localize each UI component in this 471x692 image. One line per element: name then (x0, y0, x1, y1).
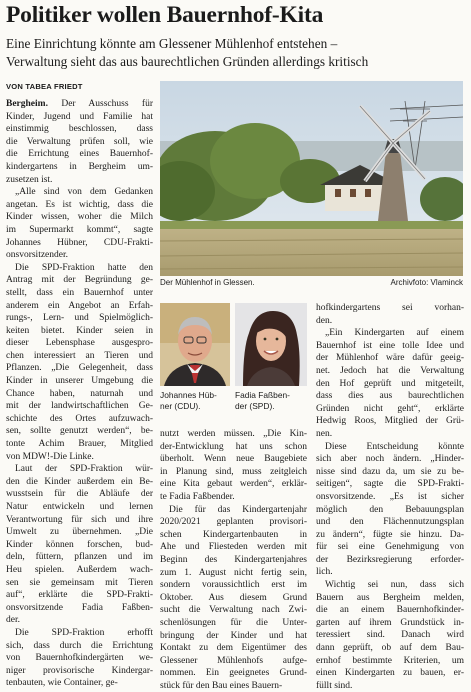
text-line: überholt. Wenn neue Baugebiete (160, 454, 307, 465)
text-line: 2020/2021 geplanten provisori- (160, 517, 307, 528)
caption-line: ner (CDU). (160, 401, 201, 411)
text-line: Diese Entscheidung könnte (325, 441, 464, 452)
article-column-1 (6, 98, 153, 690)
text-line: chen interessiert an Tieren und (6, 350, 153, 361)
text-line: nen. (316, 428, 333, 439)
text-line: zusetzen ist. (6, 174, 53, 185)
text-line: der Bezirksregierung erforder- (316, 554, 464, 565)
text-line: Pflanzen. „Die Gelegenheit, dass (6, 363, 153, 374)
subhead-line: Eine Einrichtung könnte am Glessener Mühlenhof entstehen – (6, 36, 338, 51)
text-line: „Alle sind von dem Gedanken (15, 187, 153, 198)
text-line: Beginn des Kindergartenjahres (160, 554, 307, 565)
portrait-johannes-huebner (160, 303, 230, 386)
text-line: Verantwortung für sich und ihre (6, 514, 153, 525)
text-line: dann geprüft, ob auf dem Bau- (316, 643, 464, 654)
text-line: tenbauten, wie Container, ge- (6, 678, 118, 689)
text-line: Ahe und Fliesteden werden mit (160, 542, 307, 553)
text-line: onsvorsitzende Fadia Faßben- (6, 602, 153, 613)
text-line: möglich den Bebauungsplan (316, 504, 464, 515)
photo-credit: Archivfoto: Vlaminck (390, 278, 463, 287)
photo-caption-row (160, 278, 463, 287)
text-line: sich, dass durch die Errichtung (6, 640, 153, 651)
text-line: im Supermarkt kommt“, sagte (6, 224, 153, 235)
text-span: Der Ausschuss für (47, 99, 153, 109)
text-line: Bauern aus Bergheim melden, (316, 592, 464, 603)
text-line: anderem ein Angebot an Erfah- (6, 300, 153, 311)
text-line: zu ändern“, fügte sie hinzu. Da- (316, 529, 464, 540)
portrait-fadia-fassbender (235, 303, 307, 386)
text-line: schen Kindergartenbauten in (160, 529, 307, 540)
caption-line: Johannes Hüb- (160, 390, 217, 400)
text-line: Bauernhof ist eine tolle Idee und (316, 340, 464, 351)
text-line: der. (6, 615, 20, 626)
text-line: dass dies aus baurechtlichen (316, 391, 464, 402)
text-line: auf“, erklärte die SPD-Frakti- (6, 590, 153, 601)
text-line: den die Kinder außerdem ein Be- (6, 476, 153, 487)
text-line: Heu spielen. Außerdem wach- (6, 564, 153, 575)
text-line: Wichtig sei nun, dass sich (325, 580, 464, 591)
text-line: Kinder wissen, woher die Milch (6, 212, 153, 223)
text-line: einen Kindergarten zu bauen, er- (316, 668, 464, 679)
dateline-place: Bergheim. (6, 99, 48, 109)
text-line: die an einem Bauernhofkinder- (316, 605, 464, 616)
text-line: Hedwig Roos, Mitglied der Grü- (316, 416, 464, 427)
text-line: mit der landwirtschaftlichen Ge- (6, 401, 153, 412)
text-line: Umwelt zu übernehmen. „Die (6, 527, 153, 538)
text-line: nutzt werden müssen. „Die Kin- (160, 429, 307, 439)
text-line: Antrag mit der Begründung ge- (6, 275, 153, 286)
text-line: hofkindergartens sei vorhan- (316, 303, 464, 313)
windmill-photo (160, 81, 463, 276)
text-line: deln, füttern, pflanzen und im (6, 552, 153, 563)
subhead-line: Verwaltung sieht das aus baurechtlichen Gründen allerdings kritisch (6, 53, 369, 69)
text-line: dieser Lebensphase ausgespro- (6, 338, 153, 349)
text-line: Gründen nicht geht“, erklärte (316, 403, 464, 414)
author-byline: VON TABEA FRIEDT (6, 82, 83, 91)
text-line: sen sie gemeinsam mit Tieren (6, 577, 153, 588)
text-line: Die SPD-Fraktion hatte den (15, 262, 153, 273)
text-line: den Hof geprüft und mitgeteilt, (316, 378, 464, 389)
text-line: Laut der SPD-Fraktion wür- (15, 464, 153, 475)
text-line: Chance haben, naturnah und (6, 388, 153, 399)
text-line: sondern voraussichtlich erst im (160, 580, 307, 591)
text-line: Natur entwickeln und lernen (6, 502, 153, 512)
text-line: onsvorsitzender. (6, 250, 69, 261)
text-line: teressiert sind. Danach wird (316, 630, 464, 641)
caption-line: Fadia Faßben- (235, 390, 290, 400)
text-line: Kinder können forschen, bud- (6, 539, 153, 550)
text-line: für sei eine Genehmigung von (316, 542, 464, 553)
text-line: die Errichtung eines Bauernhof- (6, 149, 153, 160)
text-line: te Fadia Faßbender. (160, 491, 235, 502)
article-column-2 (160, 428, 307, 692)
text-line: seitigen“, sagte die SPD-Frakti- (316, 479, 464, 490)
text-line: einstimmig beschlossen, dass (6, 124, 153, 135)
portrait-caption-huebner (160, 390, 232, 412)
text-line: bringung der Kinder und hat (160, 630, 307, 641)
caption-line: der (SPD). (235, 401, 275, 411)
photo-caption: Der Mühlenhof in Glessen. (160, 278, 255, 287)
text-line: net. Jedoch hat die Verwaltung (316, 365, 464, 376)
text-line: Die SPD-Fraktion erhofft (15, 627, 153, 638)
portrait-caption-fassbender (235, 390, 307, 412)
text-line: keiten bietet. Kinder seien in (6, 325, 153, 336)
text-line: der Mühlenhof wäre dafür geeig- (316, 353, 464, 364)
text-line: kindergartens in Bergheim um- (6, 161, 153, 172)
text-line: ernhof bestimmte Kriterien, um (316, 655, 464, 666)
text-line: rungs-, Lern- und Spielmöglich- (6, 313, 153, 324)
text-line: angetan. Es ist wichtig, dass die (6, 199, 153, 210)
text-line: Kinder in unserer Umgebung die (6, 376, 153, 387)
text-line: stück für den Bau eines Bauern- (160, 680, 283, 691)
text-line: „Ein Kindergarten auf einem (325, 328, 464, 339)
text-line: lich. (316, 567, 333, 578)
text-line: sen, sollte genutzt werden“, be- (6, 426, 153, 437)
text-line: den. (316, 315, 333, 326)
text-line: wusstsein für die Abläufe der (6, 489, 153, 500)
text-line (6, 98, 153, 111)
text-line: Kontakt zu dem Eigentümer des (160, 643, 307, 654)
text-line: zum 1. August nicht fertig sein, (160, 567, 307, 578)
text-line: nisse sind dazu da, um sie zu be- (316, 466, 464, 477)
text-line: in Planung sind, muss zeitgleich (160, 466, 307, 477)
text-line: füllt sind. (316, 680, 353, 691)
article-column-3 (316, 302, 464, 692)
text-line: Johannes Hübner, CDU-Frakti- (6, 237, 153, 248)
text-line: und den Flächennutzungsplan (316, 517, 464, 528)
text-line: stellt, dass ein Bauernhof unter (6, 287, 153, 298)
text-line: sucht die Verwaltung nach Zwi- (160, 605, 307, 616)
text-line: nommen. Ein geeignetes Grund- (160, 668, 307, 679)
text-line: von Bauernhofkindergärten we- (6, 653, 153, 664)
text-line: garten auf ihrem Grundstück in- (316, 617, 464, 628)
subheadline (6, 35, 468, 70)
text-line: tonte Achim Brauer, Mitglied (6, 439, 153, 450)
text-line: onsvorsitzende. „Es ist sicher (316, 491, 464, 502)
text-line: niger provisorische Kindergar- (6, 665, 153, 676)
text-line: der-Entwicklung hat uns schon (160, 441, 307, 452)
text-line: Glessener Mühlenhofs aufge- (160, 655, 307, 666)
text-line: Die für das Kindergartenjahr (169, 504, 307, 515)
text-line: eine Kita gebaut werden“, erklär- (160, 479, 307, 490)
headline: Politiker wollen Bauernhof-Kita (6, 2, 324, 28)
text-line: die Verwaltung prüfen soll, wie (6, 136, 153, 147)
text-line: schenlösungen für die Unter- (160, 617, 307, 628)
text-line: Kinder, Jugend und Familie hat (6, 111, 153, 122)
text-line: schichte des Ortes aufzuwach- (6, 413, 153, 424)
text-line: Oktober. Aus diesem Grund (160, 592, 307, 603)
text-line: von MDW!-Die Linke. (6, 451, 94, 462)
text-line: sich aber noch ändern. „Hinder- (316, 454, 464, 465)
